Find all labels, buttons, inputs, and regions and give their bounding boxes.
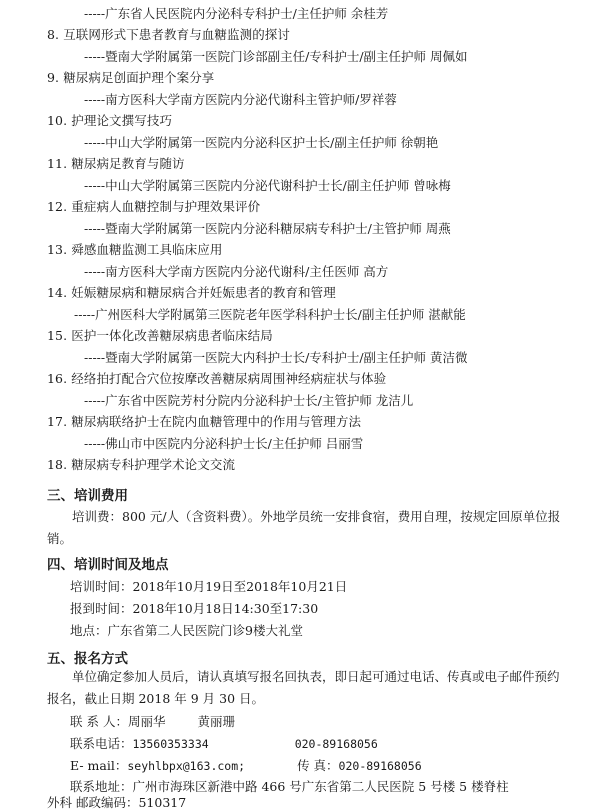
section-heading-registration: 五、报名方式 xyxy=(47,651,128,667)
email-label: E- mail： xyxy=(70,758,128,773)
contact-person-1: 周丽华 xyxy=(127,714,166,729)
speaker-line: -----广东省人民医院内分泌科专科护士/主任护师 余桂芳 xyxy=(84,6,389,21)
phone-label: 联系电话： xyxy=(70,736,133,751)
contact-row xyxy=(70,714,235,730)
phone-number-2: 020-89168056 xyxy=(294,737,378,751)
topic-title: 15. 医护一体化改善糖尿病患者临床结局 xyxy=(47,328,273,343)
speaker-line: -----南方医科大学南方医院内分泌代谢科/主任医师 高方 xyxy=(84,264,389,279)
topic-title: 17. 糖尿病联络护士在院内血糖管理中的作用与管理方法 xyxy=(47,414,362,429)
email-fax-row xyxy=(70,758,422,774)
topic-title: 9. 糖尿病足创面护理个案分享 xyxy=(47,70,215,85)
speaker-line: -----佛山市中医院内分泌科护士长/主任护师 吕丽雪 xyxy=(84,436,364,451)
fax-number: 020-89168056 xyxy=(338,759,422,773)
section-heading-time-place: 四、培训时间及地点 xyxy=(47,557,169,573)
speaker-line: -----暨南大学附属第一医院大内科护士长/专科护士/副主任护师 黄洁微 xyxy=(84,350,468,365)
speaker-line: -----广州医科大学附属第三医院老年医学科科护士长/副主任护师 湛献能 xyxy=(74,307,466,322)
contact-person-2: 黄丽珊 xyxy=(197,714,235,729)
topic-title: 10. 护理论文撰写技巧 xyxy=(47,113,173,128)
fax-label: 传 真： xyxy=(297,758,339,773)
speaker-line: -----中山大学附属第三医院内分泌代谢科护士长/副主任护师 曾咏梅 xyxy=(84,178,451,193)
training-location: 地点：广东省第二人民医院门诊9楼大礼堂 xyxy=(70,623,303,638)
phone-number-1: 13560353334 xyxy=(132,737,209,751)
topic-title: 14. 妊娠糖尿病和糖尿病合并妊娠患者的教育和管理 xyxy=(47,285,336,300)
topic-title: 13. 舜感血糖监测工具临床应用 xyxy=(47,242,223,257)
phone-row xyxy=(70,736,378,752)
address-line-1: 联系地址：广州市海珠区新港中路 466 号广东省第二人民医院 5 号楼 5 楼脊柱 xyxy=(70,779,509,794)
section-heading-fee: 三、培训费用 xyxy=(47,488,128,504)
speaker-line: -----暨南大学附属第一医院门诊部副主任/专科护士/副主任护师 周佩如 xyxy=(84,49,468,64)
email-address: seyhlbpx@163.com; xyxy=(127,759,246,773)
checkin-time: 报到时间：2018年10月18日14:30至17:30 xyxy=(70,601,319,616)
address-line-2: 外科 邮政编码：510317 xyxy=(47,795,187,810)
speaker-line: -----南方医科大学南方医院内分泌代谢科主管护师/罗祥蓉 xyxy=(84,92,397,107)
topic-title: 18. 糖尿病专科护理学术论文交流 xyxy=(47,457,236,472)
training-time: 培训时间：2018年10月19日至2018年10月21日 xyxy=(70,579,348,594)
contact-label: 联 系 人： xyxy=(70,714,128,729)
fee-paragraph: 培训费：800 元/人（含资料费）。外地学员统一安排食宿，费用自理，按规定回原单位报销。 xyxy=(47,509,561,546)
topic-title: 8. 互联网形式下患者教育与血糖监测的探讨 xyxy=(47,27,291,42)
speaker-line: -----中山大学附属第一医院内分泌科区护士长/副主任护师 徐朝艳 xyxy=(84,135,439,150)
speaker-line: -----广东省中医院芳村分院内分泌科护士长/主管护师 龙洁儿 xyxy=(84,393,414,408)
topic-title: 16. 经络拍打配合穴位按摩改善糖尿病周围神经病症状与体验 xyxy=(47,371,387,386)
topic-title: 11. 糖尿病足教育与随访 xyxy=(47,156,185,171)
speaker-line: -----暨南大学附属第一医院内分泌科糖尿病专科护士/主管护师 周燕 xyxy=(84,221,451,236)
topic-title: 12. 重症病人血糖控制与护理效果评价 xyxy=(47,199,261,214)
registration-paragraph: 单位确定参加人员后，请认真填写报名回执表，即日起可通过电话、传真或电子邮件预约报名，截止日期 2018 年 9 月 30 日。 xyxy=(47,669,560,706)
